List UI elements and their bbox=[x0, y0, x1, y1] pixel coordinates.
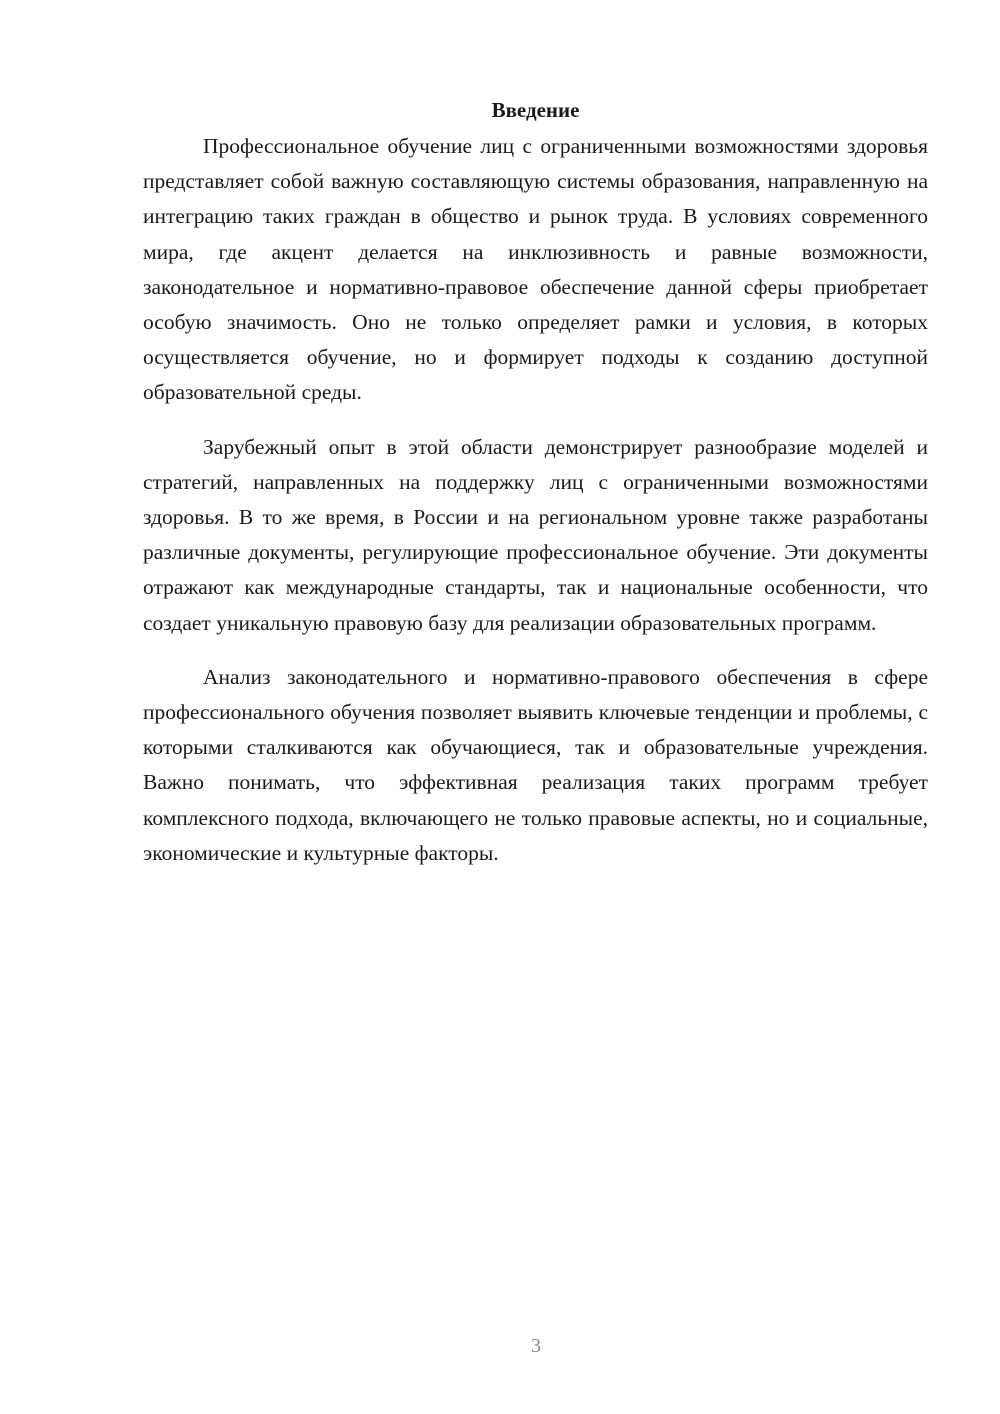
section-heading: Введение bbox=[491, 98, 580, 122]
page-number: 3 bbox=[531, 1335, 541, 1357]
paragraph-2: Зарубежный опыт в этой области демонстрирует разнообразие моделей и стратегий, направленных на поддержку лиц с ограниченными возможностями здоровья. В то же время, в России и на региональном уровне также разработаны различные документы, регулирующие профессиональное обучение. Эти документы отражают как международные стандарты, так и национальные особенности, что создает уникальную правовую базу для реализации образовательных программ. bbox=[143, 434, 928, 635]
document-page bbox=[143, 92, 928, 871]
paragraph-3: Анализ законодательного и нормативно-правового обеспечения в сфере профессионального обучения позволяет выявить ключевые тенденции и проблемы, с которыми сталкиваются как обучающиеся, так и образовательные учреждения. Важно понимать, что эффективная реализация таких программ требует комплексного подхода, включающего не только правовые аспекты, но и социальные, экономические и культурные факторы. bbox=[143, 664, 928, 865]
paragraph-1: Профессиональное обучение лиц с ограниченными возможностями здоровья представляет собой важную составляющую системы образования, направленную на интеграцию таких граждан в общество и рынок труда. В условиях современного мира, где акцент делается на инклюзивность и равные возможности, законодательное и нормативно-правовое обеспечение данной сферы приобретает особую значимость. Оно не только определяет рамки и условия, в которых осуществляется обучение, но и формирует подходы к созданию доступной образовательной среды. bbox=[143, 134, 928, 405]
